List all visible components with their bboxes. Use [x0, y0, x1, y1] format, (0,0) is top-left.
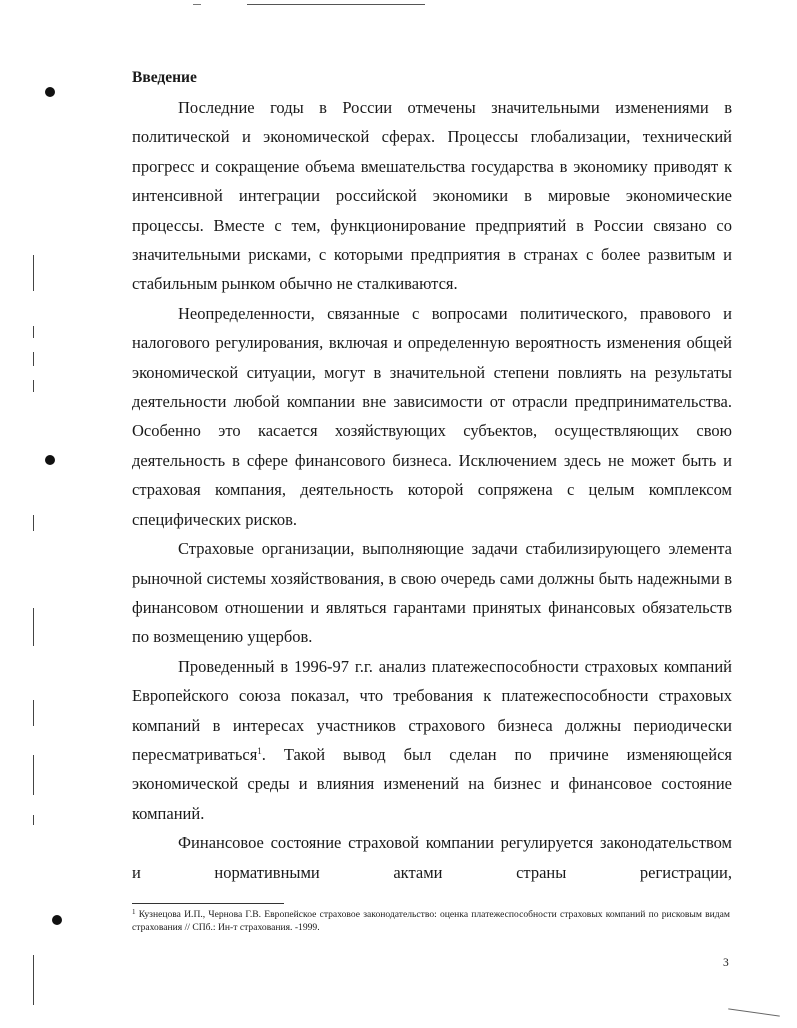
page-number: 3 — [723, 957, 729, 969]
section-heading: Введение — [132, 69, 197, 86]
paragraph-2: Неопределенности, связанные с вопросами политического, правового и налогового регулирования, включая и определенную вероятность изменения общей экономической ситуации, могут в значительной степени повлиять на результаты деятельности любой компании вне зависимости от отрасли предпринимательства. Особенно это касается хозяйствующих субъектов, осуществляющих свою деятельность в сфере финансового бизнеса. Исключением здесь не может быть и страховая компания, деятельность которой сопряжена с целым комплексом специфических рисков. — [132, 303, 732, 529]
scan-edge-line — [33, 700, 34, 726]
scan-artifact-top-rule — [247, 4, 425, 5]
paragraph-5: Финансовое состояние страховой компании регулируется законодательством и нормативными актами страны регистрации, — [132, 833, 732, 882]
scan-edge-line — [33, 608, 34, 646]
scan-edge-line — [33, 515, 34, 531]
paragraph-4 — [132, 652, 732, 828]
footnote-marker: 1 — [132, 908, 136, 916]
paragraph-3: Страховые организации, выполняющие задачи стабилизирующего элемента рыночной системы хозяйствования, в свою очередь сами должны быть надежными в финансовом отношении и являться гарантами принятых финансовых обязательств по возмещению ущербов. — [132, 539, 732, 647]
scan-edge-line — [33, 380, 34, 392]
scan-edge-line — [33, 815, 34, 825]
scan-artifact-top-tick — [193, 4, 201, 5]
binder-hole-mark — [45, 87, 55, 97]
footnote — [132, 908, 730, 934]
scan-edge-line — [33, 255, 34, 291]
scan-edge-line — [33, 326, 34, 338]
paragraph-1: Последние годы в России отмечены значительными изменениями в политической и экономической сферах. Процессы глобализации, технический прогресс и сокращение объема вмешательства государства в экономику приводят к интенсивной интеграции российской экономики в мировые экономические процессы. Вместе с тем, функционирование предприятий в России связано со значительными рисками, с которыми предприятия в странах с более развитым и стабильным рынком обычно не сталкиваются. — [132, 98, 732, 294]
scan-edge-line — [33, 755, 34, 795]
binder-hole-mark — [52, 915, 62, 925]
footnote-text: Кузнецова И.П., Чернова Г.В. Европейское страховое законодательство: оценка платежеспособности страховых компаний по рисковым видам страхования // СПб.: Ин-т страхования. -1999. — [132, 909, 730, 933]
scan-artifact-bottom-line — [728, 1008, 780, 1016]
scan-edge-line — [33, 955, 34, 1005]
footnote-reference[interactable]: 1 — [257, 745, 262, 756]
footnote-separator — [132, 903, 284, 904]
paragraph-4-text-before: Проведенный в 1996-97 г.г. анализ платежеспособности страховых компаний Европейского союза показал, что требования к платежеспособности страховых компаний в интересах участников страхового бизнеса должны периодически пересматриваться — [132, 656, 732, 764]
paragraph-4-text-after: . Такой вывод был сделан по причине изменяющейся экономической среды и влияния изменений на бизнес и финансовое состояние компаний. — [132, 744, 732, 823]
body-text — [132, 93, 732, 887]
scan-edge-line — [33, 352, 34, 366]
binder-hole-mark — [45, 455, 55, 465]
